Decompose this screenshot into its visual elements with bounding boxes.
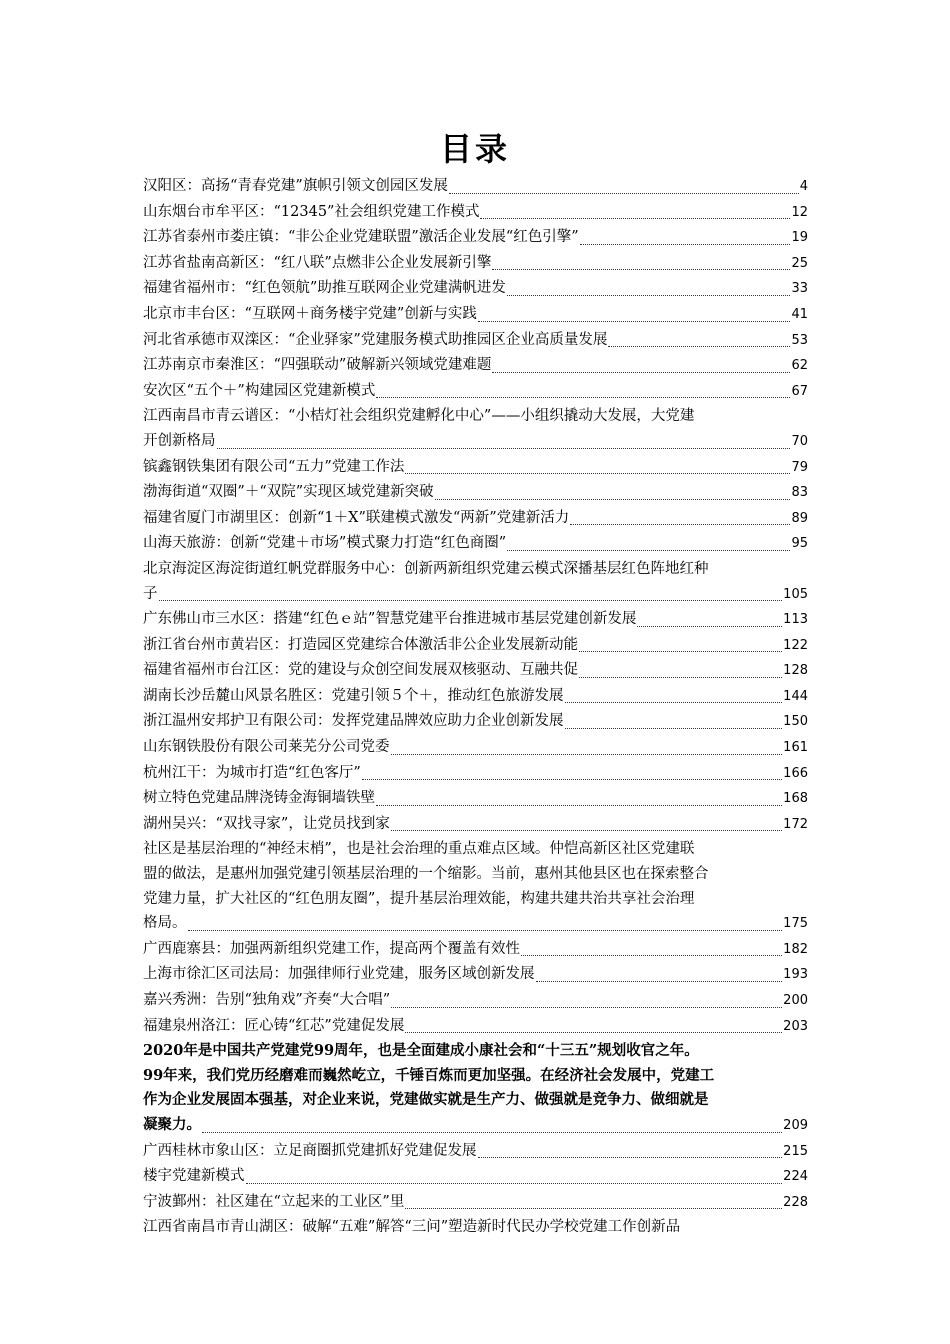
toc-entry-title: 子 <box>143 585 158 602</box>
toc-leader-dots <box>188 930 783 931</box>
toc-page-number: 70 <box>791 433 808 449</box>
toc-leader-dots <box>492 269 790 270</box>
toc-entry[interactable] <box>143 786 808 812</box>
toc-page-number: 4 <box>799 179 808 194</box>
toc-page-number: 215 <box>783 1143 808 1159</box>
toc-leader-dots <box>376 397 790 398</box>
toc-leader-dots <box>565 728 783 729</box>
toc-entry-title: 江苏南京市秦淮区：“四强联动”破解新兴领域党建难题 <box>143 357 492 374</box>
toc-entry[interactable] <box>143 812 808 838</box>
toc-entry[interactable] <box>143 1139 808 1165</box>
toc-page-number: 172 <box>783 816 808 832</box>
toc-entry[interactable] <box>143 761 808 787</box>
toc-entry-title: 镔鑫钢铁集团有限公司“五力”党建工作法 <box>143 458 405 475</box>
toc-leader-dots <box>435 499 791 500</box>
toc-entry[interactable] <box>143 404 808 454</box>
toc-entry[interactable] <box>143 658 808 684</box>
toc-entry[interactable] <box>143 328 808 354</box>
toc-entry-text-line: 2020年是中国共产党建党99周年，也是全面建成小康社会和“十三五”规划收官之年。 <box>143 1042 699 1060</box>
toc-entry-text-line: 作为企业发展固本强基，对企业来说，党建做实就是生产力、做强就是竞争力、做细就是 <box>143 1091 709 1109</box>
toc-entry-title: 福建省福州市：“红色领航”助推互联网企业党建满帆进发 <box>143 280 506 297</box>
toc-entry[interactable] <box>143 531 808 557</box>
toc-entry-title: 湖南长沙岳麓山风景名胜区：党建引领５个＋，推动红色旅游发展 <box>143 687 564 704</box>
toc-page-number: 105 <box>783 586 808 602</box>
toc-page-number: 25 <box>791 255 808 271</box>
toc-entry-text-line: 社区是基层治理的“神经末梢”，也是社会治理的重点难点区域。仲恺高新区社区党建联 <box>143 841 695 858</box>
toc-entry-title: 树立特色党建品牌浇铸金海铜墙铁壁 <box>143 790 375 807</box>
toc-entry[interactable] <box>143 1039 808 1138</box>
toc-entry-title: 江苏省盐南高新区：“红八联”点燃非公企业发展新引擎 <box>143 254 492 271</box>
toc-leader-dots <box>202 1132 782 1133</box>
toc-entry-title: 格局。 <box>143 915 187 932</box>
toc-page-number: 200 <box>783 993 808 1008</box>
toc-leader-dots <box>480 218 790 219</box>
toc-leader-dots <box>405 473 790 474</box>
toc-entry-title: 江苏省泰州市娄庄镇：“非公企业党建联盟”激活企业发展“红色引擎” <box>143 229 579 246</box>
toc-entry[interactable] <box>143 225 808 251</box>
toc-entry[interactable] <box>143 962 808 988</box>
toc-entry-title: 宁波鄞州：社区建在“立起来的工业区”里 <box>143 1193 405 1210</box>
toc-leader-dots <box>405 1032 782 1033</box>
toc-entry-title: 汉阳区：高扬“青春党建”旗帜引领文创园区发展 <box>143 178 448 194</box>
toc-entry-title: 北京市丰台区：“互联网＋商务楼宇党建”创新与实践 <box>143 305 477 322</box>
toc-entry-text-line: 盟的做法，是惠州加强党建引领基层治理的一个缩影。当前，惠州其他县区也在探索整合 <box>143 866 709 883</box>
toc-leader-dots <box>507 550 790 551</box>
toc-entry-title: 渤海街道“双圈”＋“双院”实现区域党建新突破 <box>143 484 434 501</box>
toc-page-number: 161 <box>783 740 808 756</box>
toc-entry-title: 福建泉州洛江：匠心铸“红芯”党建促发展 <box>143 1017 405 1034</box>
toc-page-number: 67 <box>791 383 808 399</box>
toc-page-number: 19 <box>791 230 808 246</box>
toc-entry-title: 河北省承德市双滦区：“企业驿家”党建服务模式助推园区企业高质量发展 <box>143 331 608 348</box>
toc-leader-dots <box>579 651 782 652</box>
toc-page-number: 41 <box>791 306 808 322</box>
toc-entry-title: 福建省福州市台江区：党的建设与众创空间发展双核驱动、互融共促 <box>143 662 578 679</box>
page-title: 目录 <box>439 130 510 168</box>
toc-page-number: 79 <box>791 459 808 475</box>
toc-entry-title: 广西鹿寨县：加强两新组织党建工作，提高两个覆盖有效性 <box>143 940 520 957</box>
toc-leader-dots <box>478 1157 783 1158</box>
toc-entry[interactable] <box>143 988 808 1014</box>
toc-entry[interactable] <box>143 684 808 710</box>
toc-page-number: 95 <box>791 536 808 552</box>
toc-leader-dots <box>580 244 791 245</box>
toc-entry-title: 浙江省台州市黄岩区：打造园区党建综合体激活非公企业发展新动能 <box>143 636 578 653</box>
toc-entry-title: 浙江温州安邦护卫有限公司：发挥党建品牌效应助力企业创新发展 <box>143 713 564 730</box>
toc-entry[interactable] <box>143 302 808 328</box>
toc-entry[interactable] <box>143 455 808 481</box>
toc-entry-text-line: 99年来，我们党历经磨难而巍然屹立，千锤百炼而更加坚强。在经济社会发展中，党建工 <box>143 1066 715 1084</box>
toc-entry[interactable] <box>143 1164 808 1190</box>
toc-leader-dots <box>246 1183 783 1184</box>
toc-entry-title: 湖州吴兴：“双找寻家”，让党员找到家 <box>143 815 390 832</box>
toc-entry-title: 上海市徐汇区司法局：加强律师行业党建，服务区域创新发展 <box>143 966 535 983</box>
toc-entry[interactable] <box>143 1190 808 1216</box>
toc-leader-dots <box>449 193 799 194</box>
toc-leader-dots <box>391 830 782 831</box>
toc-entry-title: 开创新格局 <box>143 432 216 449</box>
toc-page-number: 175 <box>783 916 808 932</box>
toc-leader-dots <box>536 981 783 982</box>
toc-leader-dots <box>521 955 782 956</box>
toc-page-number: 168 <box>783 791 808 807</box>
toc-entry[interactable] <box>143 276 808 302</box>
toc-page-number: 113 <box>783 612 808 628</box>
toc-entry-text-line: 党建力量，扩大社区的“红色朋友圈”，提升基层治理效能，构建共建共治共享社会治理 <box>143 890 695 907</box>
toc-entry-title: 山东烟台市牟平区：“12345”社会组织党建工作模式 <box>143 203 480 220</box>
toc-leader-dots <box>362 779 782 780</box>
toc-page-number: 144 <box>783 688 808 704</box>
toc-entry-title: 楼宇党建新模式 <box>143 1168 245 1185</box>
toc-entry-title: 嘉兴秀洲：告别“独角戏”齐奏“大合唱” <box>143 992 391 1008</box>
toc-entry[interactable] <box>143 200 808 226</box>
toc-page-number: 203 <box>783 1018 808 1034</box>
toc-page-number: 150 <box>783 714 808 730</box>
toc-entry[interactable] <box>143 506 808 532</box>
toc-entry-title: 安次区“五个＋”构建园区党建新模式 <box>143 382 376 399</box>
toc-leader-dots <box>608 346 790 347</box>
toc-leader-dots <box>570 524 790 525</box>
toc-page-number: 53 <box>791 332 808 348</box>
toc-entry[interactable] <box>143 353 808 379</box>
toc-entry[interactable] <box>143 251 808 277</box>
toc-entry[interactable] <box>143 1014 808 1040</box>
toc-leader-dots <box>565 702 783 703</box>
toc-leader-dots <box>637 626 782 627</box>
toc-entry[interactable] <box>143 633 808 659</box>
toc-leader-dots <box>391 754 783 755</box>
toc-leader-dots <box>376 805 782 806</box>
table-of-contents <box>143 174 808 1240</box>
toc-entry-title: 凝聚力。 <box>143 1115 201 1133</box>
toc-entry[interactable] <box>143 557 808 607</box>
toc-entry-title: 广东佛山市三水区：搭建“红色ｅ站”智慧党建平台推进城市基层党建创新发展 <box>143 611 637 628</box>
toc-page-number: 228 <box>783 1194 808 1210</box>
toc-entry-title: 山东钢铁股份有限公司莱芜分公司党委 <box>143 739 390 756</box>
toc-leader-dots <box>478 321 791 322</box>
toc-leader-dots <box>492 372 790 373</box>
toc-page-number: 182 <box>783 941 808 957</box>
toc-leader-dots <box>391 1007 782 1008</box>
toc-page-number: 128 <box>783 663 808 679</box>
toc-leader-dots <box>579 677 782 678</box>
toc-page-number: 83 <box>791 485 808 501</box>
toc-page-number: 12 <box>791 204 808 220</box>
toc-entry[interactable] <box>143 937 808 963</box>
toc-entry[interactable] <box>143 735 808 761</box>
toc-entry[interactable] <box>143 480 808 506</box>
toc-leader-dots <box>159 600 783 601</box>
toc-entry[interactable] <box>143 379 808 405</box>
toc-entry-text-line: 江西南昌市青云谱区：“小桔灯社会组织党建孵化中心”——小组织撬动大发展，大党建 <box>143 408 695 425</box>
toc-entry-title: 杭州江干：为城市打造“红色客厅” <box>143 764 361 781</box>
toc-entry-title: 福建省厦门市湖里区：创新“1＋X”联建模式激发“两新”党建新活力 <box>143 509 570 526</box>
toc-leader-dots <box>405 1208 782 1209</box>
toc-entry-text-line: 北京海淀区海淀街道红帆党群服务中心：创新两新组织党建云模式深播基层红色阵地红种 <box>143 560 709 577</box>
toc-entry[interactable] <box>143 174 808 200</box>
toc-page-number: 62 <box>791 358 808 374</box>
toc-entry[interactable] <box>143 1215 808 1240</box>
toc-leader-dots <box>217 448 791 449</box>
toc-page-number: 193 <box>783 967 808 983</box>
toc-page-number: 224 <box>783 1169 808 1185</box>
toc-entry[interactable] <box>143 709 808 735</box>
toc-page-number: 122 <box>783 637 808 653</box>
toc-page-number: 209 <box>783 1117 808 1133</box>
toc-entry-title: 江西省南昌市青山湖区：破解“五难”解答“三问”塑造新时代民办学校党建工作创新品 <box>143 1219 681 1236</box>
toc-entry-title: 广西桂林市象山区：立足商圈抓党建抓好党建促发展 <box>143 1142 477 1159</box>
toc-leader-dots <box>507 295 791 296</box>
toc-entry-title: 山海天旅游：创新“党建＋市场”模式聚力打造“红色商圈” <box>143 535 507 552</box>
toc-entry[interactable] <box>143 837 808 936</box>
toc-entry[interactable] <box>143 607 808 633</box>
toc-page-number: 33 <box>791 281 808 297</box>
toc-page-number: 89 <box>791 510 808 526</box>
toc-page-number: 166 <box>783 765 808 781</box>
